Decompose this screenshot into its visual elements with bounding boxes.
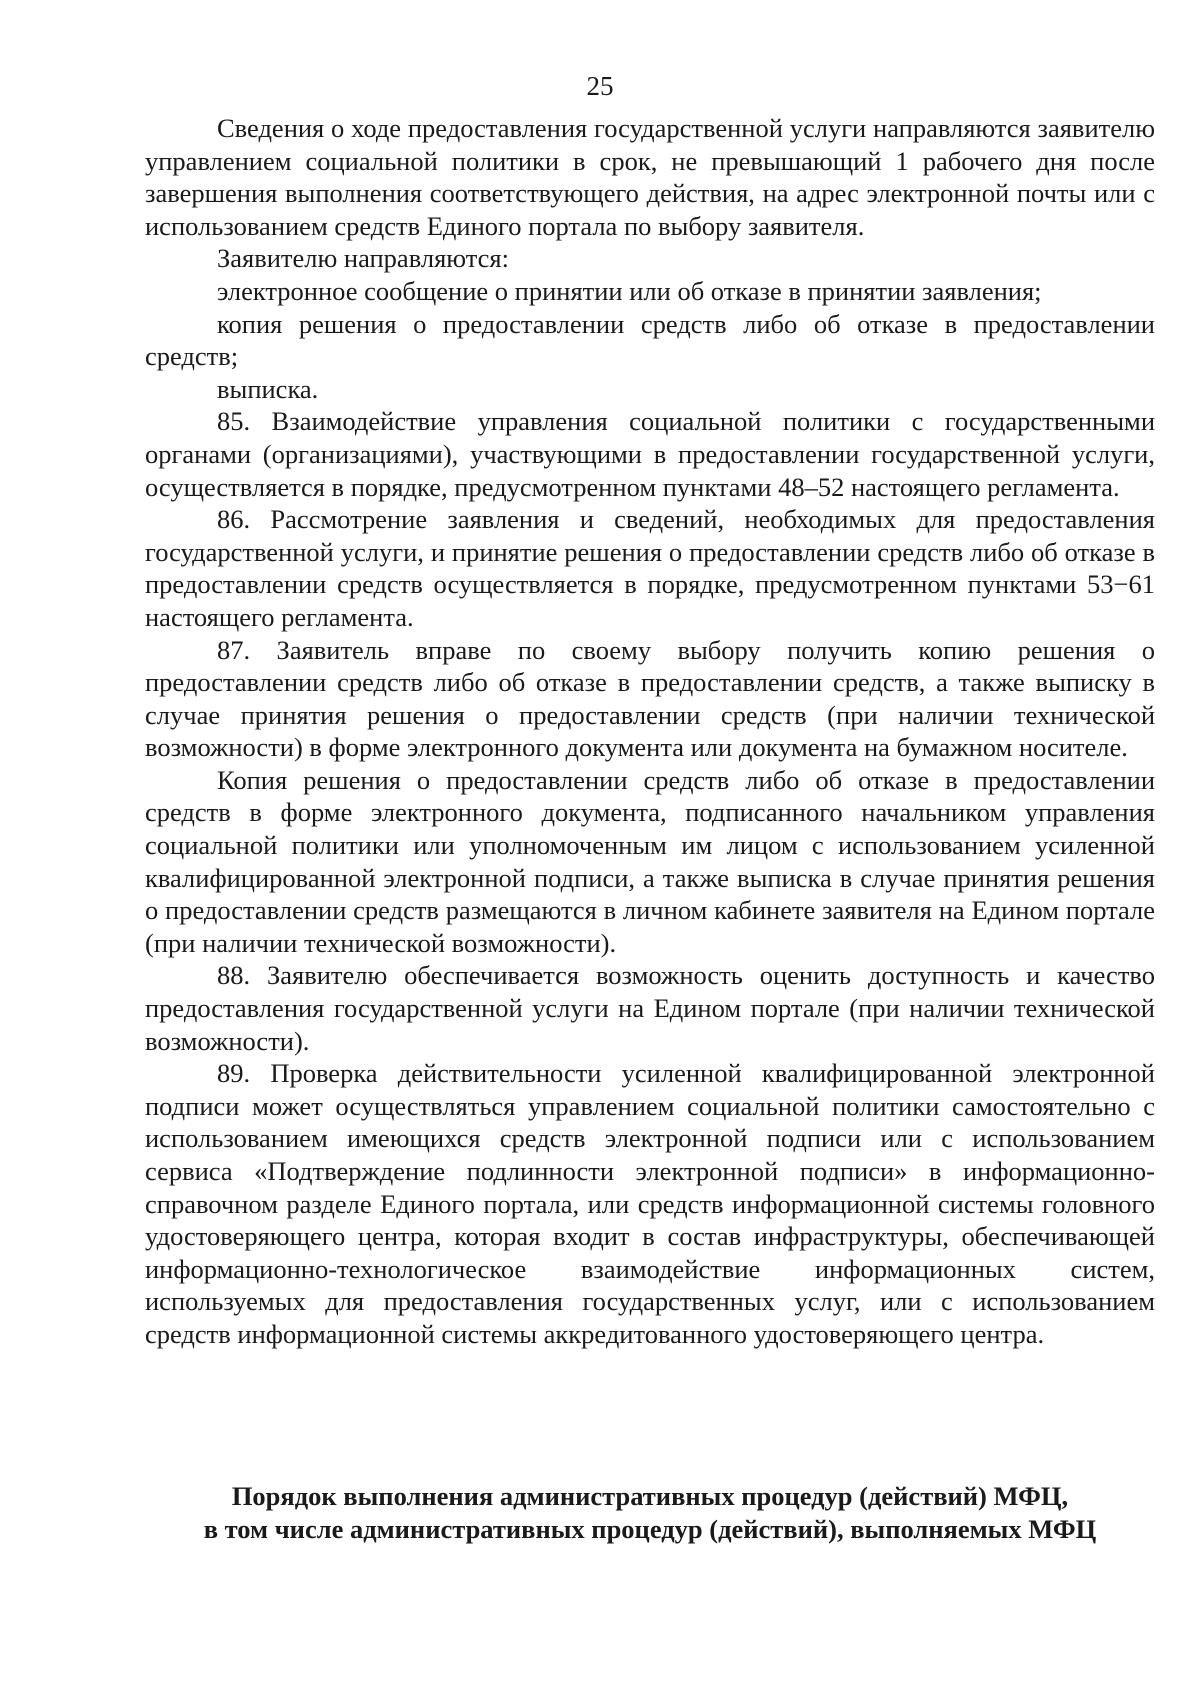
- paragraph-item-87: 87. Заявитель вправе по своему выбору получить копию решения о предоставлении средств либо об отказе в предоставлении средств, а также выписку в случае принятия решения о предоставлении средств (при наличии технической возможности) в форме электронного документа или документа на бумажном носителе.: [145, 634, 1155, 763]
- paragraph-item-85: 85. Взаимодействие управления социальной политики с государственными органами (организациями), участвующими в предоставлении государственной услуги, осуществляется в порядке, предусмотренном пунктами 48–52 настоящего регламента.: [145, 406, 1155, 502]
- paragraph-decision-copy-electronic: Копия решения о предоставлении средств либо об отказе в предоставлении средств в форме электронного документа, подписанного начальником управления социальной политики или уполномоченным им лицом с использованием усиленной квалифицированной электронной подписи, а также выписка в случае принятия решения о предоставлении средств размещаются в личном кабинете заявителя на Едином портале (при наличии технической возможности).: [145, 764, 1155, 958]
- paragraph-notification-info: Сведения о ходе предоставления государственной услуги направляются заявителю управлением социальной политики в срок, не превышающий 1 рабочего дня после завершения выполнения соответствующего действия, на адрес электронной почты или с использованием средств Единого портала по выбору заявителя.: [145, 113, 1155, 241]
- paragraph-item-89: 89. Проверка действительности усиленной квалифицированной электронной подписи может осуществляться управлением социальной политики самостоятельно с использованием имеющихся средств электронной подписи или с использованием сервиса «Подтверждение подлинности электронной подписи» в информационно-справочном разделе Единого портала, или средств информационной системы головного удостоверяющего центра, которая входит в состав инфраструктуры, обеспечивающей информационно-технологическое взаимодействие информационных систем, используемых для предоставления государственных услуг, или с использованием средств информационной системы аккредитованного удостоверяющего центра.: [145, 1058, 1155, 1349]
- section-heading: [145, 1480, 1155, 1546]
- paragraph-item-86: 86. Рассмотрение заявления и сведений, необходимых для предоставления государственной услуги, и принятие решения о предоставлении средств либо об отказе в предоставлении средств осуществляется в порядке, предусмотренном пунктами 53−61 настоящего регламента.: [145, 504, 1155, 632]
- section-heading-line-1: Порядок выполнения административных процедур (действий) МФЦ,: [231, 1481, 1069, 1511]
- document-body: [145, 112, 1155, 1351]
- page-number: 25: [586, 71, 614, 101]
- section-heading-line-2: в том числе административных процедур (действий), выполняемых МФЦ: [203, 1514, 1097, 1544]
- paragraph-item-88: 88. Заявителю обеспечивается возможность оценить доступность и качество предоставления государственной услуги на Едином портале (при наличии технической возможности).: [145, 960, 1155, 1056]
- paragraph-extract: выписка.: [217, 373, 319, 404]
- paragraph-applicant-receives: Заявителю направляются:: [217, 243, 509, 274]
- paragraph-decision-copy: копия решения о предоставлении средств либо об отказе в предоставлении средств;: [145, 308, 1155, 372]
- paragraph-electronic-message: электронное сообщение о принятии или об отказе в принятии заявления;: [217, 275, 1042, 306]
